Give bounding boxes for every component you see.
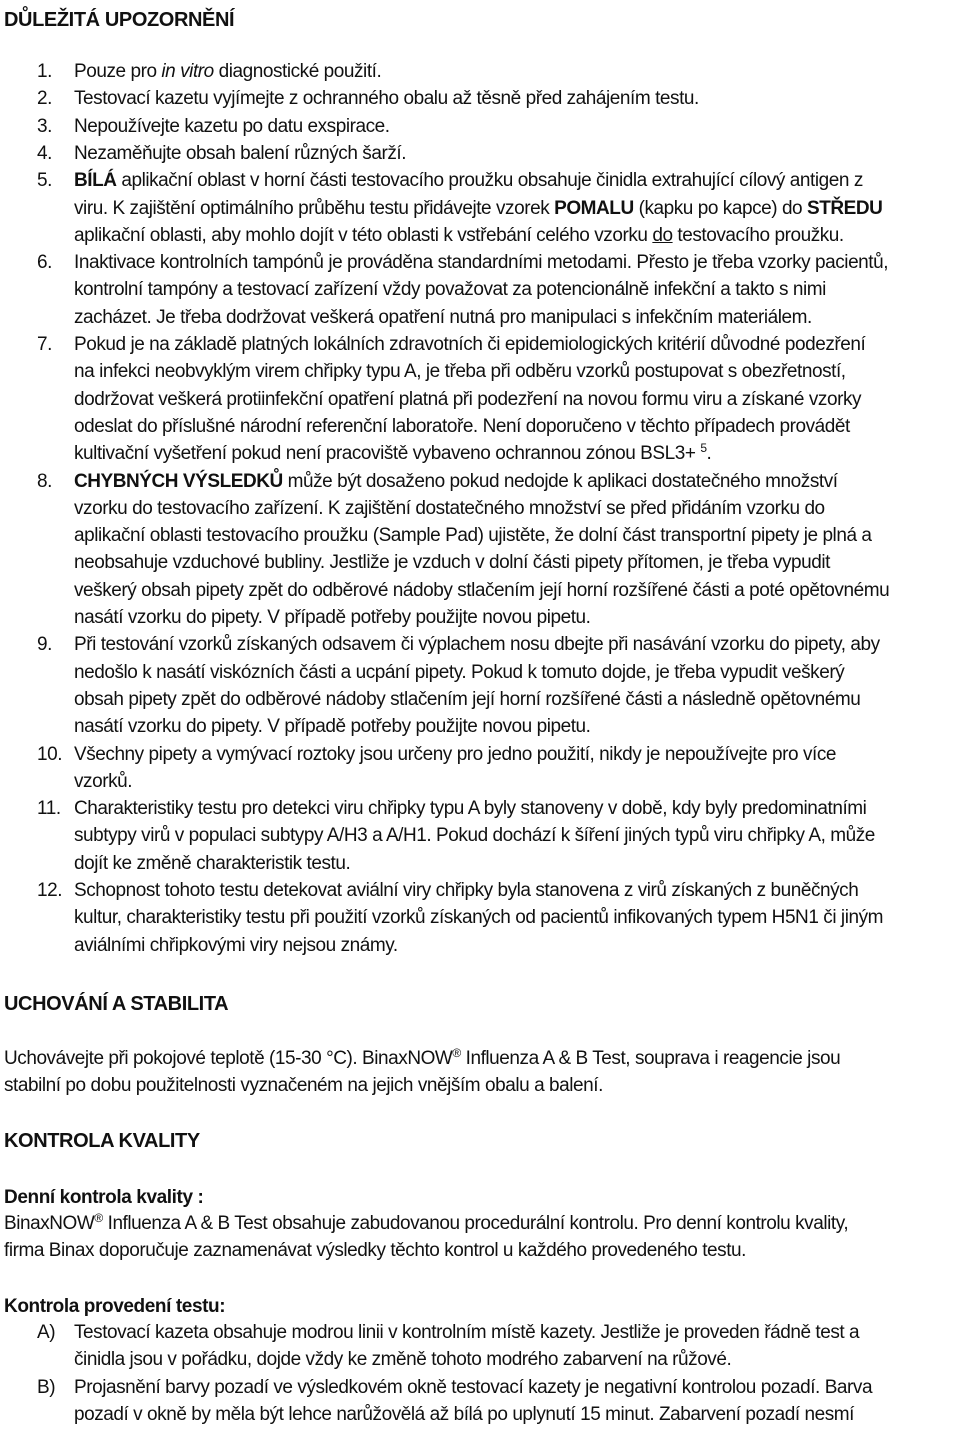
list-item-text xyxy=(74,60,381,84)
text-run: BÍLÁ xyxy=(74,170,117,192)
list-item-text xyxy=(74,197,882,221)
text-run: BinaxNOW xyxy=(4,1213,95,1234)
list-item-text xyxy=(74,142,406,166)
list-item-text xyxy=(74,333,865,357)
text-run: vzorku do testovacího zařízení. K zajištění dostatečného množství se před přidáním vzorku do xyxy=(74,497,825,519)
list-item-text xyxy=(74,906,883,930)
text-run: 5 xyxy=(700,441,707,456)
text-run: dojít ke změně charakteristik testu. xyxy=(74,852,351,874)
list-item-text xyxy=(74,360,846,384)
text-run: veškerý obsah pipety zpět do odběrové nádoby stlačením její horní rozšířené části a poté opětovnému xyxy=(74,579,890,601)
text-run: vzorků. xyxy=(74,770,133,792)
list-item-text xyxy=(74,251,888,275)
list-item-text xyxy=(74,551,830,575)
heading-quality-control: KONTROLA KVALITY xyxy=(4,1130,200,1152)
paragraph-line xyxy=(4,1074,603,1098)
text-run: Všechny pipety a vymývací roztoky jsou určeny pro jedno použití, nikdy je nepoužívejte pro více xyxy=(74,743,836,765)
text-run: obsah pipety zpět do odběrové nádoby stlačením její horní rozšířené části a následně opětovnému xyxy=(74,688,861,710)
text-run: Nepoužívejte kazetu po datu exspirace. xyxy=(74,115,390,137)
list-item-letter: B) xyxy=(37,1376,56,1398)
list-item-number: 9. xyxy=(37,634,52,656)
list-item-text xyxy=(74,306,812,330)
list-item-number: 7. xyxy=(37,334,52,355)
text-run: STŘEDU xyxy=(807,197,883,219)
list-item-text xyxy=(74,1403,854,1427)
list-item-letter: A) xyxy=(37,1322,56,1343)
list-item-text xyxy=(74,715,590,739)
list-item-number: 10. xyxy=(37,743,63,765)
list-item-number: 8. xyxy=(37,470,52,492)
text-run: Nezaměňujte obsah balení různých šarží. xyxy=(74,142,407,164)
list-item-text xyxy=(74,224,844,248)
text-run: Influenza A & B Test obsahuje zabudovanou procedurální kontrolu. Pro denní kontrolu kvality, xyxy=(102,1213,849,1234)
list-item-text xyxy=(74,688,860,712)
text-run: aplikační oblasti testovacího proužku (Sample Pad) ujistěte, že dolní část transportní pipety je plná a xyxy=(74,525,872,547)
list-item-text xyxy=(74,824,875,848)
list-item-text xyxy=(74,169,863,193)
list-item-text xyxy=(74,415,850,439)
list-item-number: 5. xyxy=(37,170,52,192)
list-item-number: 1. xyxy=(37,61,52,82)
list-item-text xyxy=(74,87,699,111)
text-run: Schopnost tohoto testu detekovat aviální viry chřipky byla stanovena z virů získaných z buněčných xyxy=(74,880,859,901)
text-run: stabilní po dobu použitelnosti vyznačeném na jejich vnějším obalu a balení. xyxy=(4,1075,603,1097)
text-run: nasátí vzorku do pipety. V případě potřeby použijte novou pipetu. xyxy=(74,716,591,738)
text-run: činidla jsou v pořádku, dojde vždy ke změně tohoto modrého zabarvení na růžové. xyxy=(74,1349,732,1371)
text-run: aviálními chřipkovými viry nejsou známy. xyxy=(74,934,398,956)
text-run: aplikační oblasti, aby mohlo dojít v této oblasti k vstřebání celého vzorku xyxy=(74,224,653,246)
list-item-text xyxy=(74,633,880,657)
paragraph-line xyxy=(4,1047,840,1071)
list-item-number: 11. xyxy=(37,798,61,820)
text-run: nasátí vzorku do pipety. V případě potřeby použijte novou pipetu. xyxy=(74,607,591,628)
list-item-number: 6. xyxy=(37,252,52,274)
heading-procedure-control: Kontrola provedení testu: xyxy=(4,1296,226,1317)
list-item-number: 4. xyxy=(37,142,52,164)
text-run: kultivační vyšetření pokud není pracoviště vybaveno ochrannou zónou BSL3+ xyxy=(74,443,701,465)
list-item-text xyxy=(74,606,590,630)
text-run: na infekci neobvyklým virem chřipky typu A, je třeba při odběru vzorků postupovat s obezřetností, xyxy=(74,361,846,383)
text-run: diagnostické použití. xyxy=(213,61,382,82)
list-item-text xyxy=(74,278,826,302)
text-run: odeslat do příslušné národní referenční laboratoře. Není doporučeno v těchto případech provádět xyxy=(74,415,850,437)
list-item-text xyxy=(74,442,711,466)
text-run: POMALU xyxy=(554,197,634,219)
list-item-text xyxy=(74,934,398,958)
text-run: Pokud je na základě platných lokálních zdravotních či epidemiologických kritérií důvodné podezření xyxy=(74,334,866,355)
text-run: Inaktivace kontrolních tampónů je prováděna standardními metodami. Přesto je třeba vzorky pacientů, xyxy=(74,252,889,274)
text-run: Při testování vzorků získaných odsavem či výplachem nosu dbejte při nasávání vzorku do pipety, aby xyxy=(74,634,880,656)
text-run: pozadí v okně by měla být lehce narůžovělá až bílá po uplynutí 15 minut. Zabarvení pozadí nesmí xyxy=(74,1403,855,1425)
list-item-text xyxy=(74,852,350,876)
list-item-text xyxy=(74,743,836,767)
list-item-text xyxy=(74,1348,731,1372)
list-item-text xyxy=(74,115,390,139)
paragraph-line xyxy=(4,1239,746,1263)
text-run: firma Binax doporučuje zaznamenávat výsledky těchto kontrol u každého provedeného testu. xyxy=(4,1240,746,1262)
text-run: Testovací kazetu vyjímejte z ochranného obalu až těsně před zahájením testu. xyxy=(74,88,699,110)
text-run: aplikační oblast v horní části testovacího proužku obsahuje činidla extrahující cílový antigen z xyxy=(116,170,863,192)
text-run: testovacího proužku. xyxy=(672,224,844,246)
text-run: Testovací kazeta obsahuje modrou linii v kontrolním místě kazety. Jestliže je proveden řádně test a xyxy=(74,1322,860,1343)
heading-daily-quality-control: Denní kontrola kvality : xyxy=(4,1187,204,1208)
text-run: do xyxy=(652,224,673,246)
list-item-text xyxy=(74,1376,872,1400)
text-run: může být dosaženo pokud nedojde k aplikaci dostatečného množství xyxy=(282,470,838,492)
text-run: nedošlo k nasátí viskózních části a ucpání pipety. Pokud k tomuto dojde, je třeba vypudit veškerý xyxy=(74,661,845,683)
list-item-text xyxy=(74,579,889,603)
text-run: (kapku po kapce) do xyxy=(633,197,808,219)
list-item-text xyxy=(74,879,858,903)
text-run: . xyxy=(706,443,712,465)
text-run: Uchovávejte při pokojové teplotě (15-30 °C). BinaxNOW xyxy=(4,1048,453,1069)
text-run: viru. K zajištění optimálního průběhu testu přidávejte vzorek xyxy=(74,197,555,219)
text-run: ® xyxy=(94,1211,103,1225)
list-item-text xyxy=(74,770,132,794)
list-item-text xyxy=(74,797,866,821)
text-run: kontrolní tampóny a testovací zařízení vždy považovat za potencionálně infekční a takto s nimi xyxy=(74,279,826,301)
list-item-text xyxy=(74,470,838,494)
text-run: Charakteristiky testu pro detekci viru chřipky typu A byly stanoveny v době, kdy byly predominatními xyxy=(74,798,867,820)
list-item-text xyxy=(74,1321,859,1345)
list-item-number: 3. xyxy=(37,115,52,137)
list-item-number: 2. xyxy=(37,88,52,110)
heading-important-notes: DŮLEŽITÁ UPOZORNĚNÍ xyxy=(4,9,235,31)
text-run: CHYBNÝCH VÝSLEDKŮ xyxy=(74,470,283,492)
text-run: Projasnění barvy pozadí ve výsledkovém okně testovací kazety je negativní kontrolou pozadí. Barva xyxy=(74,1376,873,1398)
paragraph-line xyxy=(4,1212,848,1236)
list-item-text xyxy=(74,388,861,412)
heading-storage-stability: UCHOVÁNÍ A STABILITA xyxy=(4,993,229,1015)
list-item-text xyxy=(74,497,825,521)
list-item-number: 12. xyxy=(37,880,63,901)
text-run: zacházet. Je třeba dodržovat veškerá opatření nutná pro manipulaci s infekčním materiálem. xyxy=(74,306,812,328)
text-run: neobsahuje vzduchové bubliny. Jestliže je vzduch v dolní části pipety přítomen, je třeba vypudit xyxy=(74,552,830,574)
text-run: dodržovat veškerá protiinfekční opatření platná při podezření na novou formu viru a získané vzorky xyxy=(74,388,862,410)
text-run: kultur, charakteristiky testu při použití vzorků získaných od pacientů infikovaných typem H5N1 či jiným xyxy=(74,907,884,929)
list-item-text xyxy=(74,661,844,685)
text-run: Influenza A & B Test, souprava i reagencie jsou xyxy=(460,1048,841,1069)
text-run: Pouze pro xyxy=(74,61,162,82)
text-run: ® xyxy=(452,1046,461,1060)
text-run: subtypy virů v populaci subtypy A/H3 a A/H1. Pokud dochází k šíření jiných typů viru chřipky A, může xyxy=(74,825,875,847)
text-run: in vitro xyxy=(161,61,214,82)
list-item-text xyxy=(74,524,872,548)
